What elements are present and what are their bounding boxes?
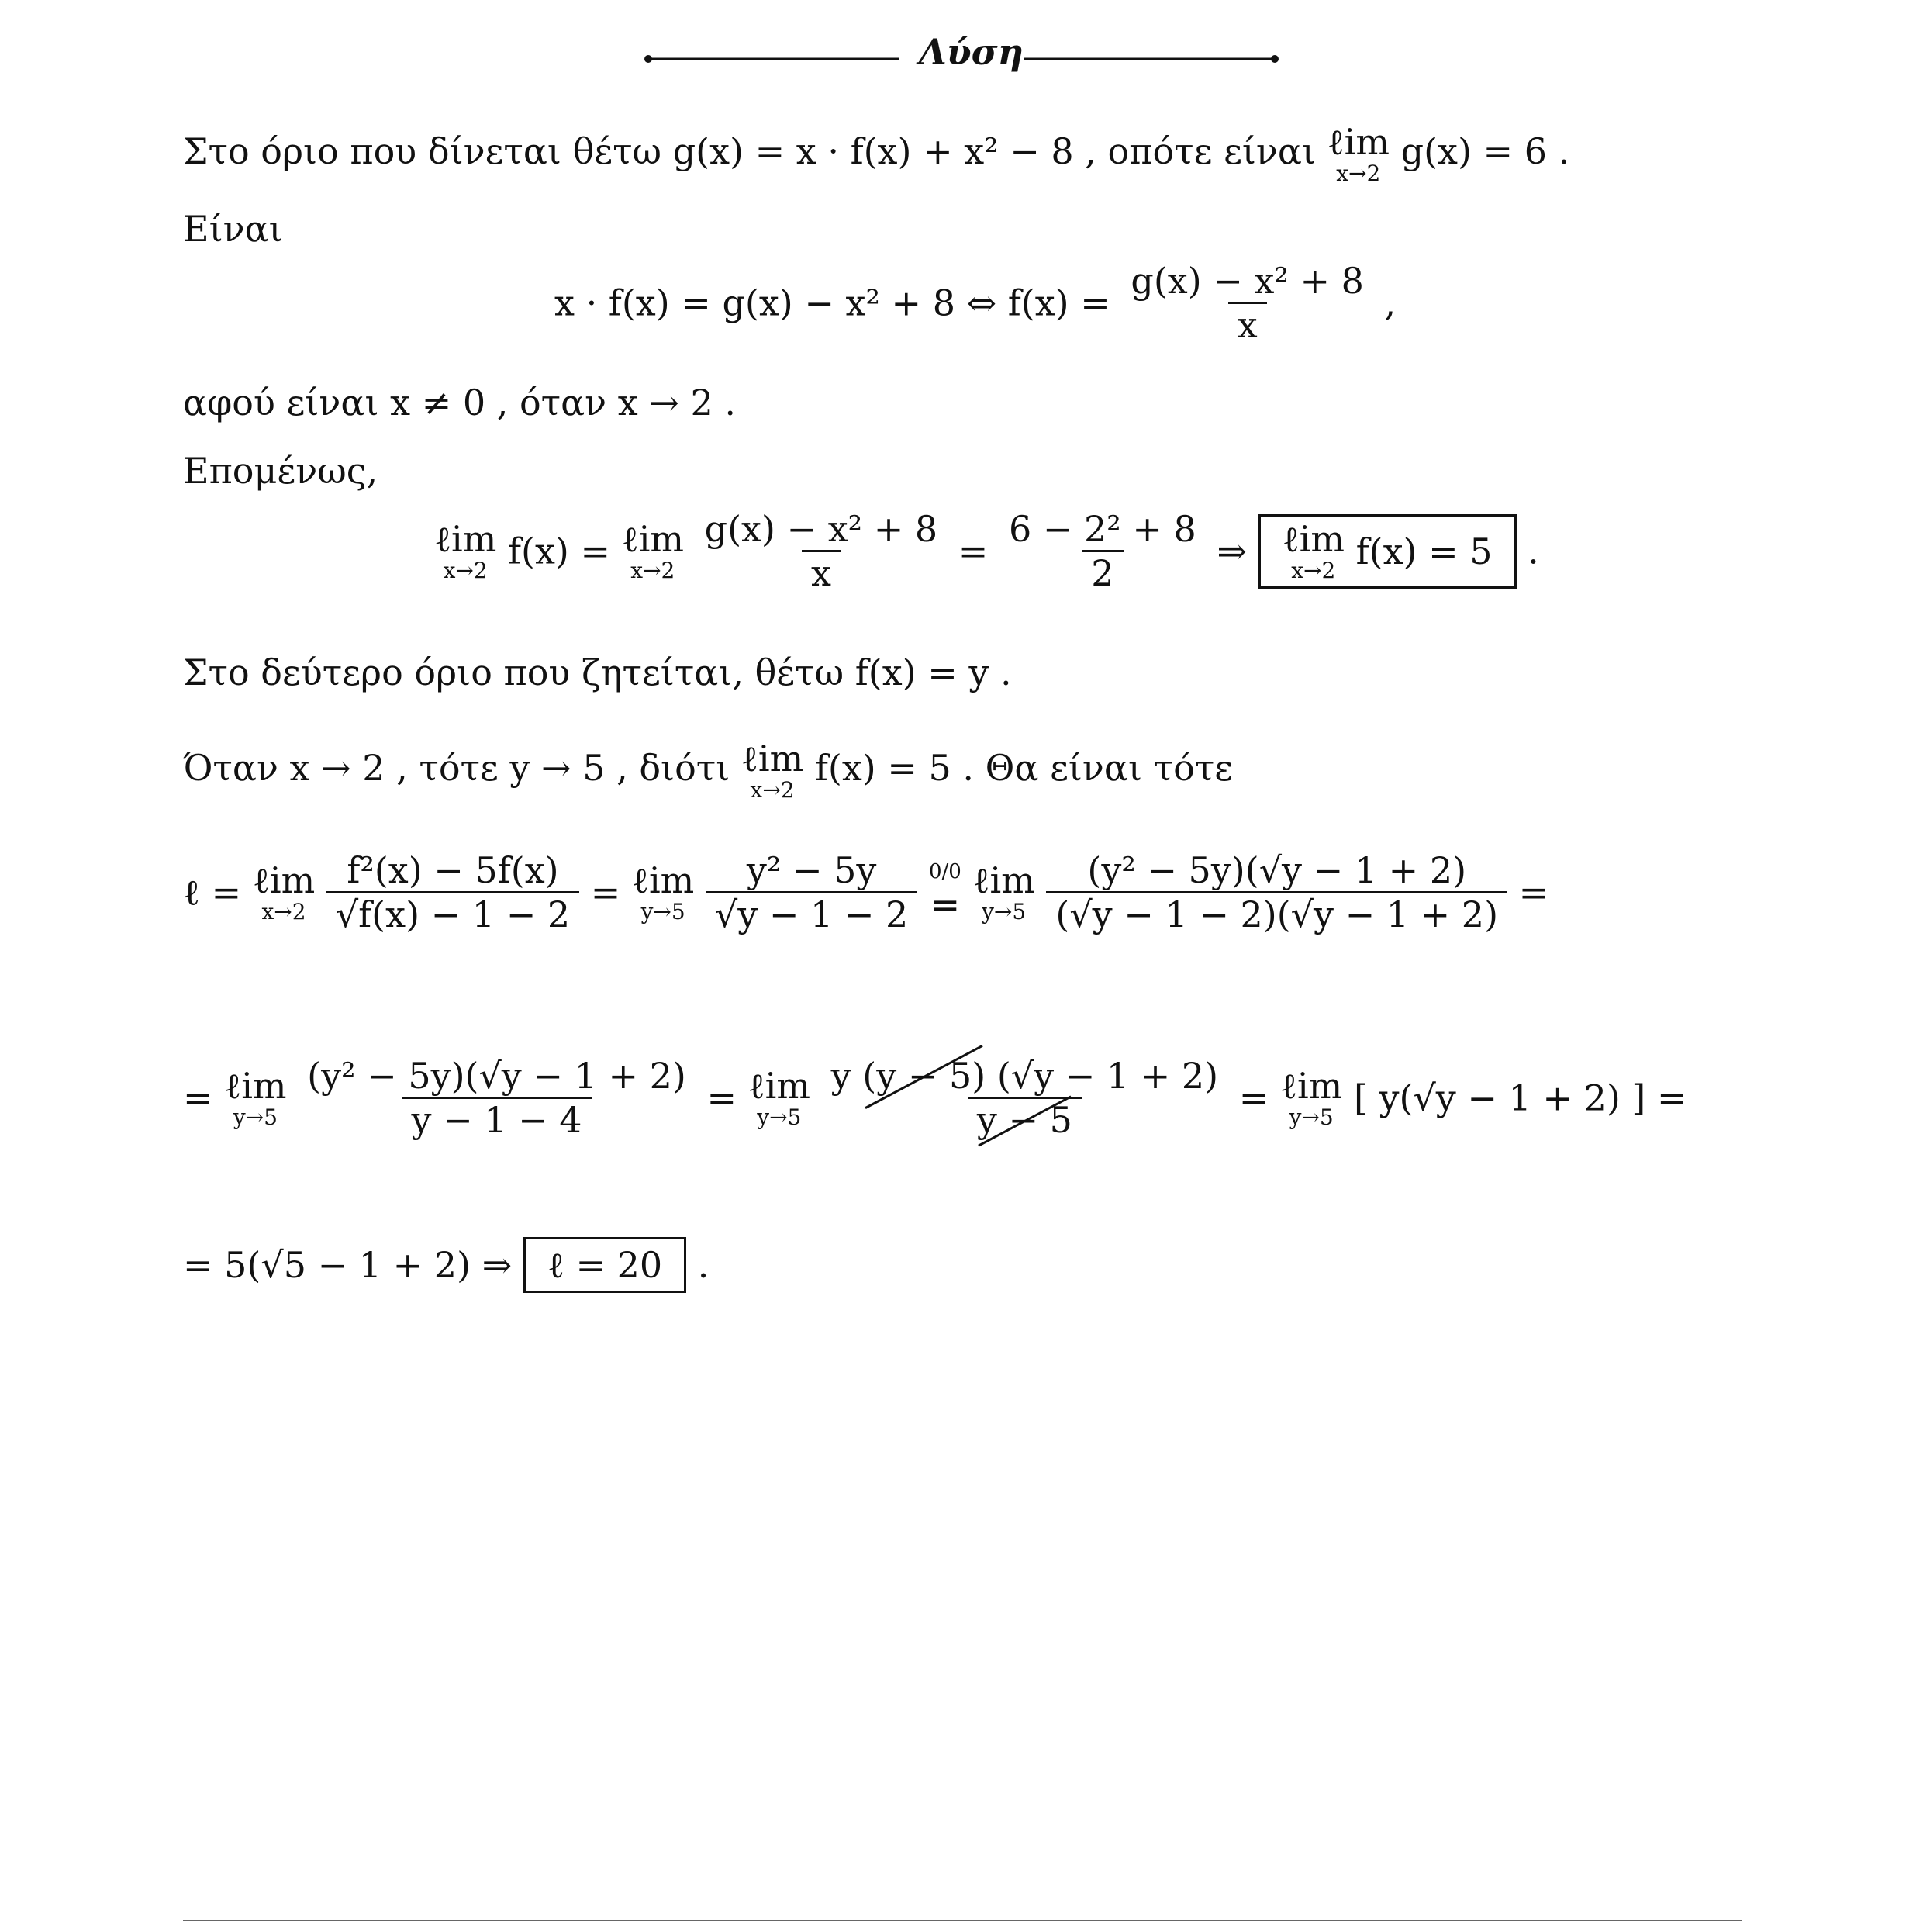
equation-5 (183, 1237, 709, 1293)
limit-label: ℓim (1279, 1064, 1343, 1107)
eq1-den: x (1228, 302, 1267, 346)
eq4-fraction-1 (298, 1055, 696, 1141)
eq2-implies: ⇒ (1217, 530, 1247, 572)
eq2-period: . (1528, 530, 1539, 572)
limit (1279, 1064, 1343, 1130)
eq4-num2b-cancelled: (y − 5) (862, 1055, 986, 1097)
line-6a: Όταν x → 2 , τότε y → 5 , διότι (183, 747, 730, 789)
line-4: Επομένως, (183, 450, 378, 492)
limit-label: ℓim (972, 859, 1035, 901)
limit (224, 1064, 287, 1130)
eq5-result-box: ℓ = 20 (523, 1237, 686, 1293)
limit-sub: y→5 (233, 1104, 278, 1130)
limit-label: ℓim (434, 517, 497, 560)
eq4-last: [ y(√y − 1 + 2) ] = (1353, 1077, 1687, 1119)
eq4-num2c: (√y − 1 + 2) (996, 1055, 1219, 1097)
eq4-fraction-2 (822, 1055, 1228, 1141)
limit (621, 517, 685, 583)
footer-rule (183, 1920, 1742, 1921)
line-1 (183, 121, 1570, 186)
limit-label: ℓim (1327, 121, 1390, 163)
limit (434, 517, 497, 583)
eq3-den1: √f(x) − 1 − 2 (326, 891, 579, 935)
line-5: Στο δεύτερο όριο που ζητείται, θέτω f(x) = y . (183, 651, 1012, 693)
limit (741, 738, 804, 803)
equation-3 (183, 849, 1548, 935)
eq2-fraction-2 (999, 508, 1206, 594)
limit-label: ℓim (747, 1064, 811, 1107)
eq3-fraction-1 (326, 849, 579, 935)
eq3-den2: √y − 1 − 2 (706, 891, 917, 935)
eq4-num1: (y² − 5y)(√y − 1 + 2) (307, 1055, 686, 1097)
limit-sub: y→5 (757, 1104, 802, 1130)
line-1-text: Στο όριο που δίνεται θέτω (183, 130, 662, 172)
equation-2 (434, 508, 1539, 594)
eq2-box-text: f(x) = 5 (1355, 530, 1493, 572)
eq4-num2a: y (830, 1055, 851, 1097)
limit (972, 859, 1035, 925)
limit (747, 1064, 811, 1130)
equation-4 (183, 1055, 1687, 1141)
eq4-den1: y − 1 − 4 (402, 1097, 591, 1141)
eq4-equals: = (183, 1077, 213, 1119)
limit-label: ℓim (1282, 517, 1345, 560)
eq3-fraction-3 (1046, 849, 1507, 935)
eq5-period: . (697, 1244, 709, 1286)
heading-title: Λύση (919, 31, 1024, 73)
eq4-equals: = (706, 1077, 737, 1119)
limit (1282, 517, 1345, 583)
eq3-den3: (√y − 1 − 2)(√y − 1 + 2) (1046, 891, 1507, 935)
eq2-den2: 2 (1082, 550, 1123, 594)
line-1-mid: , οπότε είναι (1085, 130, 1316, 172)
eq2-equals: = (958, 530, 989, 572)
eq2-num2: 6 − 2² + 8 (1008, 508, 1196, 550)
eq3-num1: f²(x) − 5f(x) (347, 849, 559, 891)
limit-sub: x→2 (630, 557, 675, 583)
limit-sub: x→2 (1336, 161, 1381, 186)
eq4-den2-cancelled: y − 5 (976, 1099, 1072, 1141)
limit-sub: x→2 (1291, 557, 1336, 583)
heading-rule-left (644, 54, 899, 64)
eq2-num1: g(x) − x² + 8 (704, 508, 938, 550)
limit-sub: y→5 (1289, 1104, 1334, 1130)
eq1-fraction (1121, 260, 1373, 346)
eq3-fraction-2 (706, 849, 917, 935)
eq3-zero-over-zero (929, 860, 962, 925)
limit-label: ℓim (252, 859, 316, 901)
eq1-num: g(x) − x² + 8 (1131, 260, 1364, 302)
eq3-zero-label: 0/0 (928, 859, 962, 883)
line-6 (183, 738, 1234, 803)
limit-label: ℓim (741, 738, 804, 779)
limit-sub: x→2 (443, 557, 488, 583)
line-3: αφού είναι x ≠ 0 , όταν x → 2 . (183, 382, 736, 423)
equation-1 (554, 260, 1396, 346)
eq4-den2 (968, 1097, 1082, 1141)
eq3-equals: = (590, 871, 621, 914)
eq3-trailing-equals: = (1518, 871, 1549, 914)
eq1-left: x · f(x) = g(x) − x² + 8 ⇔ f(x) = (554, 282, 1110, 324)
eq3-num2: y² − 5y (746, 849, 877, 891)
limit (1327, 121, 1390, 186)
limit-label: ℓim (224, 1064, 287, 1107)
eq4-equals: = (1238, 1077, 1269, 1119)
eq3-zero-equals: = (930, 883, 961, 925)
eq5-text: = 5(√5 − 1 + 2) ⇒ (183, 1244, 513, 1286)
ell-symbol: ℓ (183, 871, 201, 914)
limit-sub: x→2 (261, 898, 306, 925)
line-2: Είναι (183, 208, 283, 250)
eq2-result-box (1258, 514, 1517, 589)
heading-rule-right (1024, 54, 1279, 64)
eq2-f: f(x) = (508, 530, 611, 572)
limit-label: ℓim (621, 517, 685, 560)
eq3-equals: = (211, 871, 242, 914)
line-6b: f(x) = 5 . Θα είναι τότε (814, 747, 1234, 789)
line-1-result: g(x) = 6 . (1400, 130, 1570, 172)
limit (631, 859, 695, 925)
eq4-num2 (822, 1055, 1228, 1097)
limit-label: ℓim (631, 859, 695, 901)
limit (252, 859, 316, 925)
limit-sub: x→2 (750, 777, 795, 803)
limit-sub: y→5 (982, 898, 1027, 925)
eq1-comma: , (1384, 282, 1397, 324)
eq3-num3: (y² − 5y)(√y − 1 + 2) (1087, 849, 1467, 891)
eq2-fraction-1 (696, 508, 948, 594)
line-1-eq: g(x) = x · f(x) + x² − 8 (672, 130, 1074, 172)
eq2-den1: x (802, 550, 841, 594)
limit-sub: y→5 (640, 898, 685, 925)
heading (644, 31, 1279, 85)
